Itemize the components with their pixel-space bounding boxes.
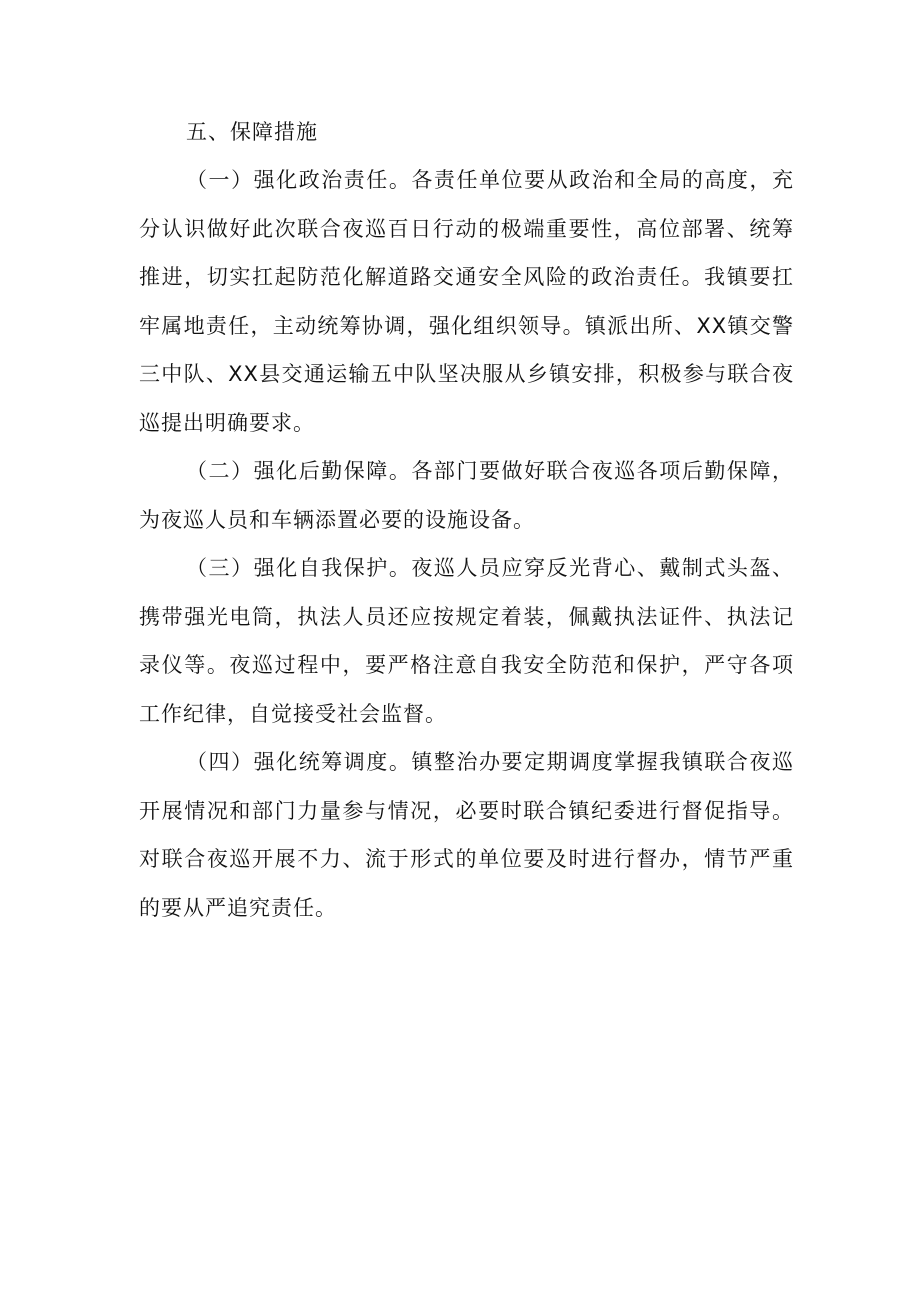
paragraph-political-responsibility: （一）强化政治责任。各责任单位要从政治和全局的高度，充分认识做好此次联合夜巡百日行动的极端重要性，高位部署、统筹推进，切实扛起防范化解道路交通安全风险的政治责任。我镇要扛牢属地责任，主动统筹协调，强化组织领导。镇派出所、XX镇交警三中队、XX县交通运输五中队坚决服从乡镇安排，积极参与联合夜巡提出明确要求。 bbox=[139, 168, 794, 435]
document-body bbox=[139, 108, 794, 932]
paragraph-self-protection: （三）强化自我保护。夜巡人员应穿反光背心、戴制式头盔、携带强光电筒，执法人员还应按规定着装，佩戴执法证件、执法记录仪等。夜巡过程中，要严格注意自我安全防范和保护，严守各项工作纪律，自觉接受社会监督。 bbox=[139, 556, 794, 726]
paragraph-coordination: （四）强化统筹调度。镇整治办要定期调度掌握我镇联合夜巡开展情况和部门力量参与情况，必要时联合镇纪委进行督促指导。对联合夜巡开展不力、流于形式的单位要及时进行督办，情节严重的要从严追究责任。 bbox=[139, 750, 794, 920]
paragraph-logistics: （二）强化后勤保障。各部门要做好联合夜巡各项后勤保障，为夜巡人员和车辆添置必要的设施设备。 bbox=[139, 459, 794, 532]
section-heading: 五、保障措施 bbox=[186, 120, 318, 144]
